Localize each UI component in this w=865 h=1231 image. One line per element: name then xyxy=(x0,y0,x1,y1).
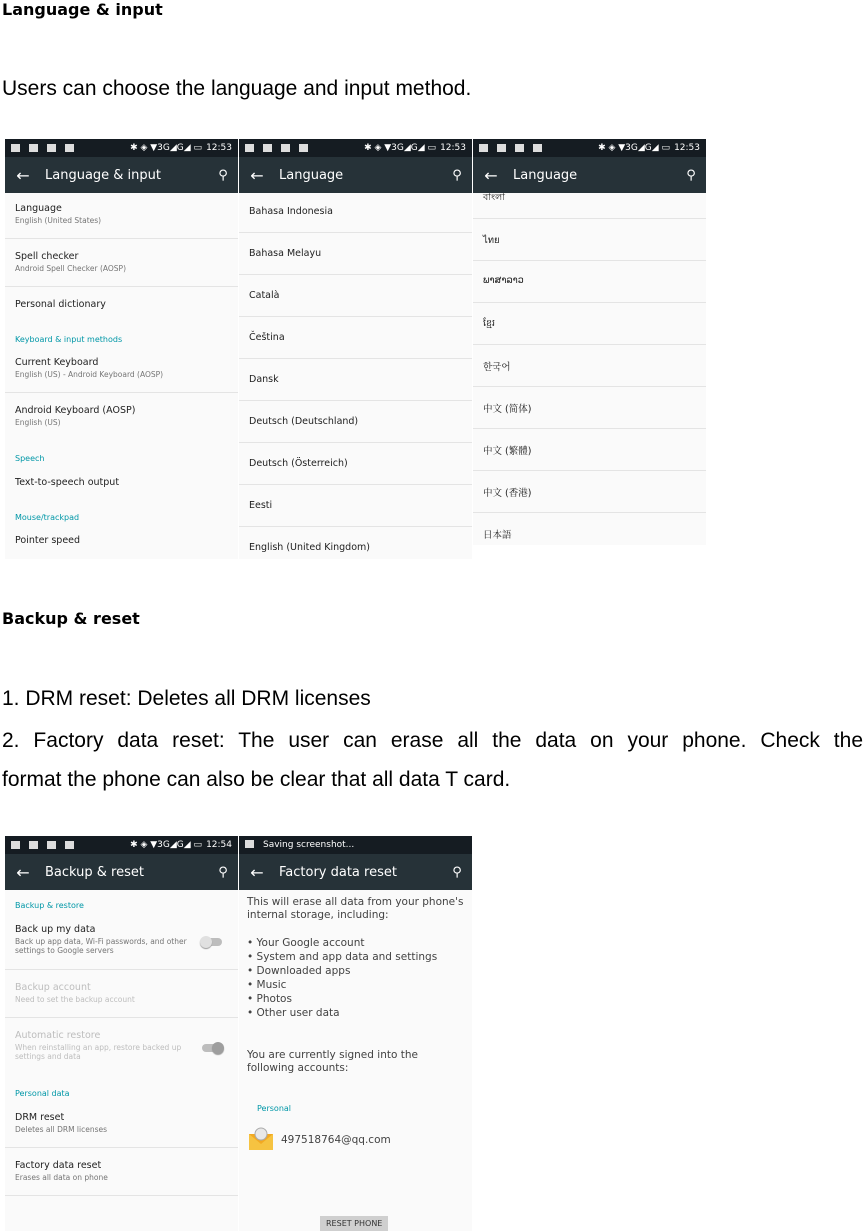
divider xyxy=(5,238,238,239)
language-item[interactable]: 한국어 xyxy=(483,362,511,373)
language-item[interactable]: Bahasa Indonesia xyxy=(249,206,333,217)
divider xyxy=(239,442,472,443)
settings-item-backup-data[interactable] xyxy=(15,924,198,955)
item-subtitle: When reinstalling an app, restore backed up settings and data xyxy=(15,1043,182,1061)
settings-item-drm-reset[interactable] xyxy=(15,1112,232,1134)
toolbar-title: Language xyxy=(279,167,344,183)
toolbar-title: Language xyxy=(513,167,578,183)
usb-icon xyxy=(29,144,38,152)
back-arrow-icon[interactable]: ← xyxy=(484,165,498,185)
auto-restore-toggle[interactable] xyxy=(202,1044,222,1052)
toolbar-title: Factory data reset xyxy=(279,864,397,880)
toolbar-title: Backup & reset xyxy=(45,864,144,880)
item-title: Backup account xyxy=(15,982,91,993)
settings-item-language[interactable] xyxy=(15,203,232,225)
back-arrow-icon[interactable]: ← xyxy=(250,862,264,882)
language-item[interactable]: Čeština xyxy=(249,332,285,343)
language-item[interactable]: Dansk xyxy=(249,374,279,385)
bullet-item: • Downloaded apps xyxy=(247,965,351,977)
search-icon[interactable]: ⚲ xyxy=(218,864,228,880)
item-subtitle: Erases all data on phone xyxy=(15,1173,108,1182)
divider xyxy=(473,344,706,345)
back-arrow-icon[interactable]: ← xyxy=(16,165,30,185)
language-item[interactable]: 中文 (繁體) xyxy=(483,446,532,457)
reset-phone-button[interactable]: RESET PHONE xyxy=(320,1216,388,1231)
account-email: 497518764@qq.com xyxy=(281,1134,391,1146)
divider xyxy=(5,969,238,970)
screen-language-list-1 xyxy=(239,139,472,559)
lock-icon xyxy=(65,841,74,849)
status-bar xyxy=(239,836,472,854)
category-keyboard: Keyboard & input methods xyxy=(15,335,123,344)
language-item[interactable]: ไทย xyxy=(483,235,500,246)
para-line-2: 2. Factory data reset: The user can erase all the data on your phone. Check the xyxy=(2,729,863,752)
para-line-3: format the phone can also be clear that all data T card. xyxy=(2,768,511,791)
backup-toggle[interactable] xyxy=(202,938,222,946)
usb-icon xyxy=(29,841,38,849)
language-item[interactable]: ພາສາລາວ xyxy=(483,275,524,286)
divider xyxy=(239,316,472,317)
item-title: Current Keyboard xyxy=(15,357,99,368)
email-account-icon xyxy=(247,1126,275,1152)
toolbar xyxy=(239,157,472,193)
language-item[interactable]: Eesti xyxy=(249,500,273,511)
search-icon[interactable]: ⚲ xyxy=(218,167,228,183)
item-subtitle: Deletes all DRM licenses xyxy=(15,1125,108,1134)
message-icon xyxy=(281,144,290,152)
notification-icon xyxy=(245,144,254,152)
back-arrow-icon[interactable]: ← xyxy=(250,165,264,185)
language-item[interactable]: ខ្មែរ xyxy=(483,318,496,329)
settings-item-personal-dictionary[interactable] xyxy=(15,299,232,310)
divider xyxy=(239,400,472,401)
category-personal-data: Personal data xyxy=(15,1089,70,1098)
bullet-item: • Music xyxy=(247,979,287,991)
divider xyxy=(5,392,238,393)
status-time: 12:53 xyxy=(440,143,466,153)
language-item[interactable]: English (United Kingdom) xyxy=(249,542,370,553)
screen-backup-reset xyxy=(5,836,238,1231)
search-icon[interactable]: ⚲ xyxy=(686,167,696,183)
language-item[interactable]: Bahasa Melayu xyxy=(249,248,322,259)
divider xyxy=(473,512,706,513)
divider xyxy=(239,358,472,359)
para-line-1: 1. DRM reset: Deletes all DRM licenses xyxy=(2,687,371,710)
usb-icon xyxy=(497,144,506,152)
settings-item-spell-checker[interactable] xyxy=(15,251,232,273)
divider xyxy=(239,274,472,275)
screenshot-icon xyxy=(245,840,254,848)
item-subtitle: Android Spell Checker (AOSP) xyxy=(15,264,126,273)
category-speech: Speech xyxy=(15,454,45,463)
item-title: Personal dictionary xyxy=(15,299,106,310)
item-subtitle: English (US) xyxy=(15,418,61,427)
item-subtitle: Need to set the backup account xyxy=(15,995,135,1004)
status-bar xyxy=(473,139,706,157)
divider xyxy=(473,260,706,261)
notification-icon xyxy=(479,144,488,152)
lock-icon xyxy=(65,144,74,152)
section-heading-backup: Backup & reset xyxy=(2,609,140,628)
settings-item-backup-account[interactable] xyxy=(15,982,232,1004)
language-item[interactable]: 中文 (香港) xyxy=(483,488,532,499)
toolbar xyxy=(473,157,706,193)
signal-icons: ✱ ◈ ▼3G◢G◢ ▭ xyxy=(598,143,671,153)
language-item[interactable]: বাংলা xyxy=(483,192,505,203)
lock-icon xyxy=(299,144,308,152)
language-item[interactable]: Català xyxy=(249,290,280,301)
screen-language-list-2 xyxy=(473,139,706,545)
item-subtitle: English (US) - Android Keyboard (AOSP) xyxy=(15,370,164,379)
screen-language-input xyxy=(5,139,238,559)
account-category: Personal xyxy=(257,1104,292,1113)
search-icon[interactable]: ⚲ xyxy=(452,864,462,880)
message-icon xyxy=(47,144,56,152)
divider xyxy=(473,428,706,429)
notification-icon xyxy=(11,841,20,849)
signal-icons: ✱ ◈ ▼3G◢G◢ ▭ xyxy=(130,143,203,153)
status-bar xyxy=(5,836,238,854)
category-backup-restore: Backup & restore xyxy=(15,901,84,910)
item-title: Text-to-speech output xyxy=(15,477,120,488)
usb-icon xyxy=(263,144,272,152)
item-subtitle: Back up app data, Wi-Fi passwords, and other settings to Google servers xyxy=(15,937,187,955)
lock-icon xyxy=(533,144,542,152)
bullet-item: • System and app data and settings xyxy=(247,951,438,963)
divider xyxy=(239,526,472,527)
settings-item-auto-restore[interactable] xyxy=(15,1030,198,1061)
back-arrow-icon[interactable]: ← xyxy=(16,862,30,882)
status-time: 12:54 xyxy=(206,840,232,850)
bullet-item: • Your Google account xyxy=(247,937,365,949)
settings-item-current-keyboard[interactable] xyxy=(15,357,232,379)
settings-item-pointer-speed[interactable] xyxy=(15,535,232,546)
language-item[interactable]: Deutsch (Deutschland) xyxy=(249,416,359,427)
toolbar xyxy=(5,854,238,890)
divider xyxy=(473,386,706,387)
divider xyxy=(5,1147,238,1148)
signal-icons: ✱ ◈ ▼3G◢G◢ ▭ xyxy=(364,143,437,153)
status-bar xyxy=(239,139,472,157)
divider xyxy=(5,1017,238,1018)
language-item[interactable]: Deutsch (Österreich) xyxy=(249,458,348,469)
item-title: Language xyxy=(15,203,62,214)
divider xyxy=(239,232,472,233)
settings-item-tts[interactable] xyxy=(15,477,232,488)
saving-screenshot-text: Saving screenshot... xyxy=(263,840,355,850)
status-time: 12:53 xyxy=(206,143,232,153)
settings-item-factory-reset[interactable] xyxy=(15,1160,232,1182)
item-title: DRM reset xyxy=(15,1112,65,1123)
message-icon xyxy=(515,144,524,152)
bullet-item: • Other user data xyxy=(247,1007,340,1019)
notification-icon xyxy=(11,144,20,152)
signed-in-text: You are currently signed into the following accounts: xyxy=(247,1049,418,1074)
item-title: Android Keyboard (AOSP) xyxy=(15,405,136,416)
category-mouse: Mouse/trackpad xyxy=(15,513,80,522)
language-item[interactable]: 日本語 xyxy=(483,530,512,541)
toolbar xyxy=(239,854,472,890)
toolbar xyxy=(5,157,238,193)
language-item[interactable]: 中文 (简体) xyxy=(483,404,532,415)
divider xyxy=(5,286,238,287)
item-subtitle: English (United States) xyxy=(15,216,102,225)
screen-factory-reset xyxy=(239,836,472,1231)
bullet-item: • Photos xyxy=(247,993,292,1005)
divider xyxy=(473,302,706,303)
section-heading-language: Language & input xyxy=(2,0,163,19)
toolbar-title: Language & input xyxy=(45,167,161,183)
reset-intro: This will erase all data from your phone's internal storage, including: xyxy=(247,896,464,921)
divider xyxy=(5,1195,238,1196)
divider xyxy=(473,218,706,219)
status-time: 12:53 xyxy=(674,143,700,153)
settings-item-android-keyboard[interactable] xyxy=(15,405,232,427)
item-title: Back up my data xyxy=(15,924,96,935)
item-title: Spell checker xyxy=(15,251,79,262)
divider xyxy=(239,484,472,485)
search-icon[interactable]: ⚲ xyxy=(452,167,462,183)
section-intro-language: Users can choose the language and input method. xyxy=(2,77,472,100)
message-icon xyxy=(47,841,56,849)
signal-icons: ✱ ◈ ▼3G◢G◢ ▭ xyxy=(130,840,203,850)
status-bar xyxy=(5,139,238,157)
item-title: Pointer speed xyxy=(15,535,81,546)
item-title: Automatic restore xyxy=(15,1030,101,1041)
item-title: Factory data reset xyxy=(15,1160,102,1171)
divider xyxy=(473,470,706,471)
